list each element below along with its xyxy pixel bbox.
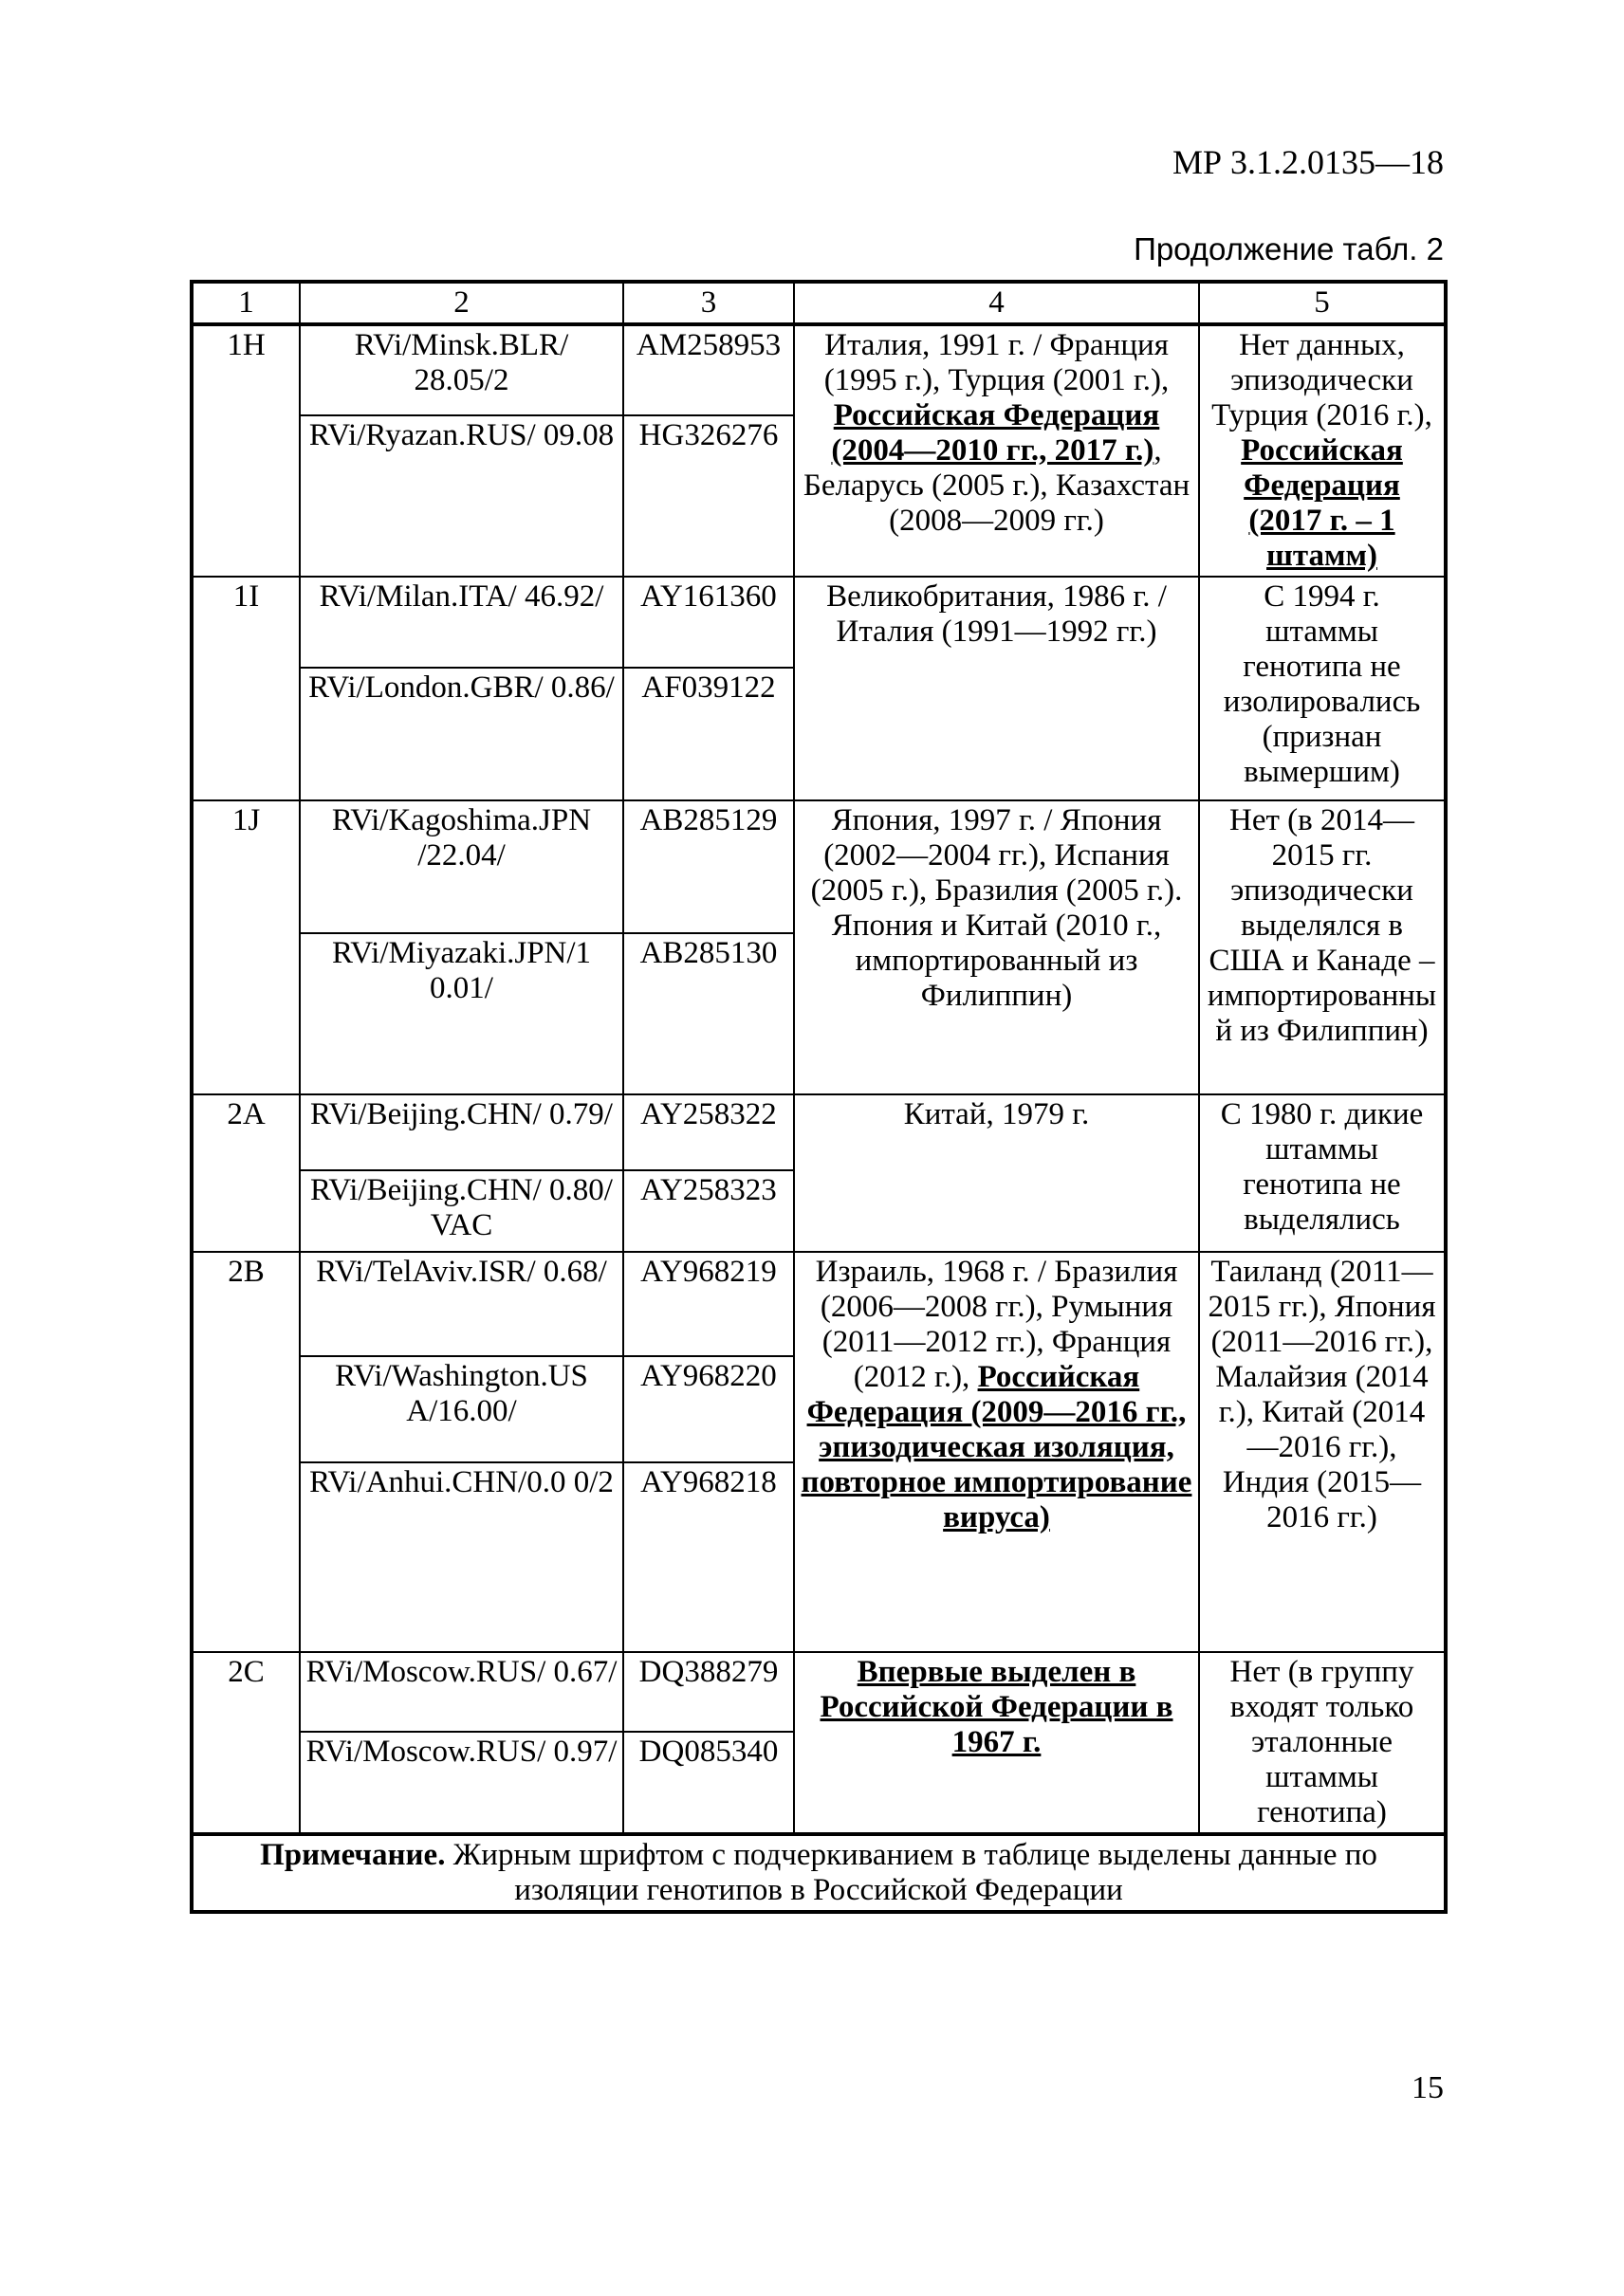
accession-cell: HG326276 (623, 415, 794, 577)
accession-cell: AY161360 (623, 577, 794, 668)
table-row (192, 1252, 1446, 1356)
strain-name-cell: RVi/Moscow.RUS/ 0.67/ (300, 1652, 623, 1732)
strain-name-cell: RVi/Milan.ITA/ 46.92/ (300, 577, 623, 668)
current-circulation-cell: Нет данных, эпизодически Турция (2016 г.), Российская Федерация (2017 г. – 1 штамм) (1199, 324, 1446, 577)
document-code: МР 3.1.2.0135—18 (1172, 143, 1444, 181)
accession-cell: AF039122 (623, 668, 794, 800)
strain-name-cell: RVi/Beijing.CHN/ 0.80/ VAC (300, 1170, 623, 1252)
table-note (192, 1834, 1446, 1912)
table-row (192, 577, 1446, 668)
isolation-countries-cell: Китай, 1979 г. (794, 1094, 1199, 1252)
current-circulation-cell: С 1980 г. дикие штаммы генотипа не выделялись (1199, 1094, 1446, 1252)
genotype-cell: 1Н (192, 324, 300, 577)
column-header: 3 (623, 282, 794, 324)
current-circulation-cell: Нет (в 2014—2015 гг. эпизодически выделялся в США и Канаде – импортированный из Филиппин) (1199, 800, 1446, 1094)
isolation-countries-cell: Израиль, 1968 г. / Бразилия (2006—2008 гг.), Румыния (2011—2012 гг.), Франция (2012 г.), Российская Федерация (2009—2016 гг., эпизодическая изоляция, повторное импортирование вируса) (794, 1252, 1199, 1652)
isolation-countries-cell: Впервые выделен в Российской Федерации в 1967 г. (794, 1652, 1199, 1834)
strain-name-cell: RVi/Ryazan.RUS/ 09.08 (300, 415, 623, 577)
table-row (192, 800, 1446, 933)
strain-name-cell: RVi/Miyazaki.JPN/1 0.01/ (300, 933, 623, 1094)
isolation-countries-cell: Великобритания, 1986 г. / Италия (1991—1992 гг.) (794, 577, 1199, 800)
genotype-cell: 1J (192, 800, 300, 1094)
strain-name-cell: RVi/Moscow.RUS/ 0.97/ (300, 1732, 623, 1834)
strain-name-cell: RVi/Anhui.CHN/0.0 0/2 (300, 1462, 623, 1652)
genotype-table (190, 280, 1448, 1914)
accession-cell: DQ388279 (623, 1652, 794, 1732)
current-circulation-cell: Таиланд (2011—2015 гг.), Япония (2011—2016 гг.), Малайзия (2014 г.), Китай (2014—2016 гг.), Индия (2015—2016 гг.) (1199, 1252, 1446, 1652)
current-circulation-cell: Нет (в группу входят только эталонные штаммы генотипа) (1199, 1652, 1446, 1834)
accession-cell: AY968220 (623, 1356, 794, 1462)
strain-name-cell: RVi/Minsk.BLR/ 28.05/2 (300, 324, 623, 415)
note-row (192, 1834, 1446, 1912)
genotype-cell: 2C (192, 1652, 300, 1834)
strain-name-cell: RVi/London.GBR/ 0.86/ (300, 668, 623, 800)
genotype-cell: 2A (192, 1094, 300, 1252)
accession-cell: AY258322 (623, 1094, 794, 1170)
accession-cell: DQ085340 (623, 1732, 794, 1834)
accession-cell: AB285130 (623, 933, 794, 1094)
accession-cell: AB285129 (623, 800, 794, 933)
accession-cell: AY968219 (623, 1252, 794, 1356)
table-header-row (192, 282, 1446, 324)
column-header: 5 (1199, 282, 1446, 324)
accession-cell: AY258323 (623, 1170, 794, 1252)
table-row (192, 1094, 1446, 1170)
column-header: 2 (300, 282, 623, 324)
strain-name-cell: RVi/Kagoshima.JPN /22.04/ (300, 800, 623, 933)
column-header: 1 (192, 282, 300, 324)
isolation-countries-cell: Япония, 1997 г. / Япония (2002—2004 гг.), Испания (2005 г.), Бразилия (2005 г.). Япония и Китай (2010 г., импортированный из Филиппин) (794, 800, 1199, 1094)
accession-cell: AY968218 (623, 1462, 794, 1652)
genotype-cell: 2B (192, 1252, 300, 1652)
note-text: Жирным шрифтом с подчеркиванием в таблице выделены данные по изоляции генотипов в Российской Федерации (445, 1838, 1377, 1907)
strain-name-cell: RVi/Beijing.CHN/ 0.79/ (300, 1094, 623, 1170)
genotype-cell: 1I (192, 577, 300, 800)
column-header: 4 (794, 282, 1199, 324)
accession-cell: AM258953 (623, 324, 794, 415)
table-row (192, 324, 1446, 415)
isolation-countries-cell: Италия, 1991 г. / Франция (1995 г.), Турция (2001 г.), Российская Федерация (2004—2010 гг., 2017 г.), Беларусь (2005 г.), Казахстан (2008—2009 гг.) (794, 324, 1199, 577)
current-circulation-cell: С 1994 г. штаммы генотипа не изолировались (признан вымершим) (1199, 577, 1446, 800)
note-label: Примечание. (260, 1838, 446, 1872)
table-row (192, 1652, 1446, 1732)
strain-name-cell: RVi/Washington.US A/16.00/ (300, 1356, 623, 1462)
table-caption: Продолжение табл. 2 (1134, 231, 1444, 266)
page-number: 15 (1412, 2070, 1444, 2105)
strain-name-cell: RVi/TelAviv.ISR/ 0.68/ (300, 1252, 623, 1356)
